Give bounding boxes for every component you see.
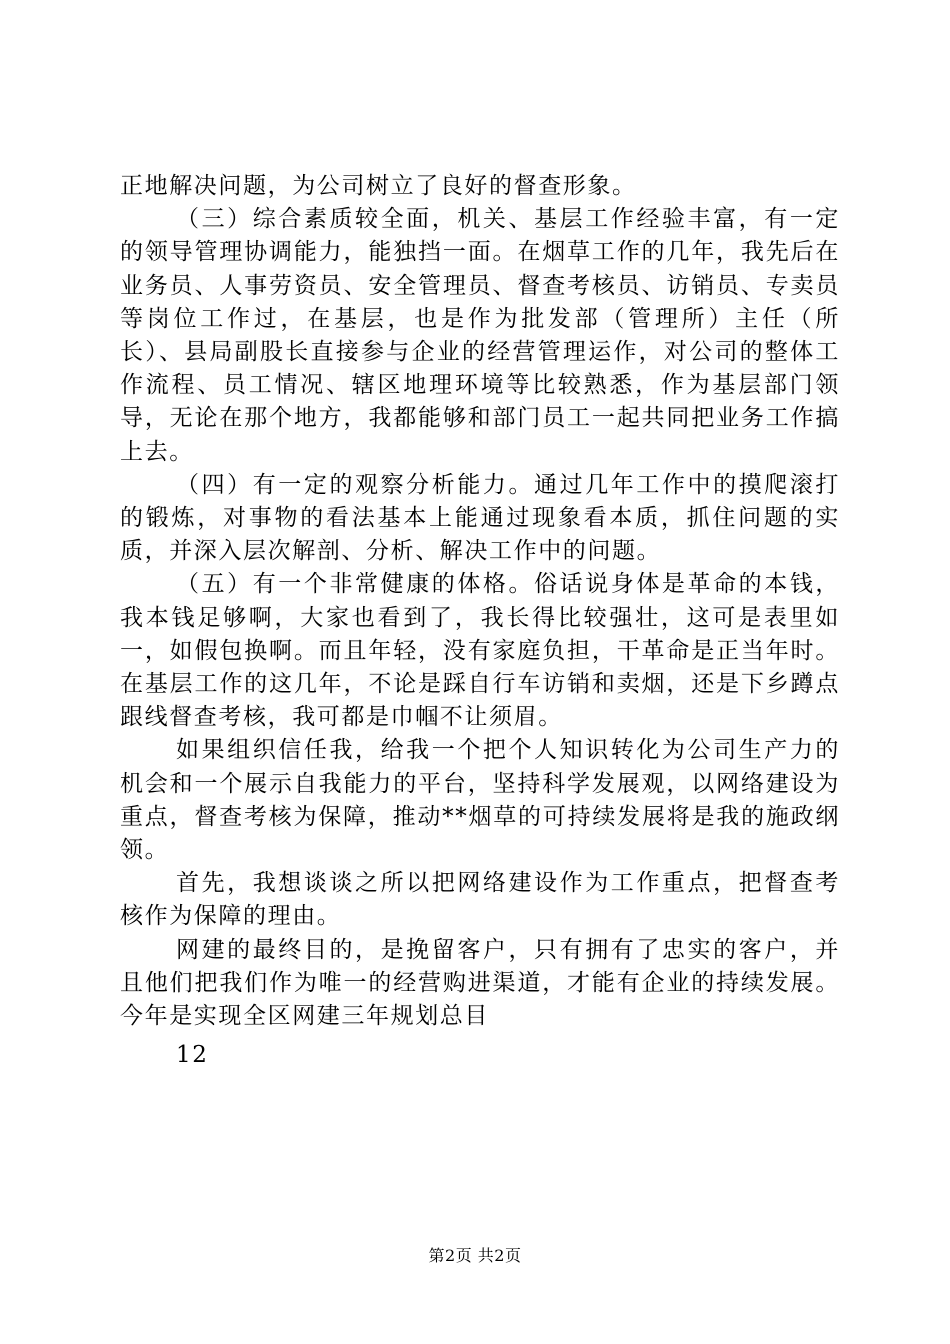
paragraph-network: 网建的最终目的，是挽留客户，只有拥有了忠实的客户，并且他们把我们作为唯一的经营购进渠道，才能有企业的持续发展。今年是实现全区网建三年规划总目	[120, 936, 840, 1030]
page-marker: 12	[176, 1042, 209, 1069]
document-body	[120, 170, 840, 1072]
paragraph-first: 首先，我想谈谈之所以把网络建设作为工作重点，把督查考核作为保障的理由。	[120, 870, 840, 930]
paragraph-section-4: （四）有一定的观察分析能力。通过几年工作中的摸爬滚打的锻炼，对事物的看法基本上能通过现象看本质，抓住问题的实质，并深入层次解剖、分析、解决工作中的问题。	[120, 471, 840, 565]
paragraph-continuation: 正地解决问题，为公司树立了良好的督查形象。	[120, 173, 637, 199]
paragraph-section-3: （三）综合素质较全面，机关、基层工作经验丰富，有一定的领导管理协调能力，能独挡一面。在烟草工作的几年，我先后在业务员、人事劳资员、安全管理员、督查考核员、访销员、专卖员等岗位工作过，在基层，也是作为批发部（管理所）主任（所长）、县局副股长直接参与企业的经营管理运作，对公司的整体工作流程、员工情况、辖区地理环境等比较熟悉，作为基层部门领导，无论在那个地方，我都能够和部门员工一起共同把业务工作搞上去。	[120, 206, 840, 465]
paragraph-section-5: （五）有一个非常健康的体格。俗话说身体是革命的本钱，我本钱足够啊，大家也看到了，我长得比较强壮，这可是表里如一，如假包换啊。而且年轻，没有家庭负担，干革命是正当年时。在基层工作的这几年，不论是踩自行车访销和卖烟，还是下乡蹲点跟线督查考核，我可都是巾帼不让须眉。	[120, 571, 840, 731]
page-footer: 第2页 共2页	[428, 1246, 522, 1265]
paragraph-platform: 如果组织信任我，给我一个把个人知识转化为公司生产力的机会和一个展示自我能力的平台，坚持科学发展观，以网络建设为重点，督查考核为保障，推动**烟草的可持续发展将是我的施政纲领。	[120, 737, 840, 864]
